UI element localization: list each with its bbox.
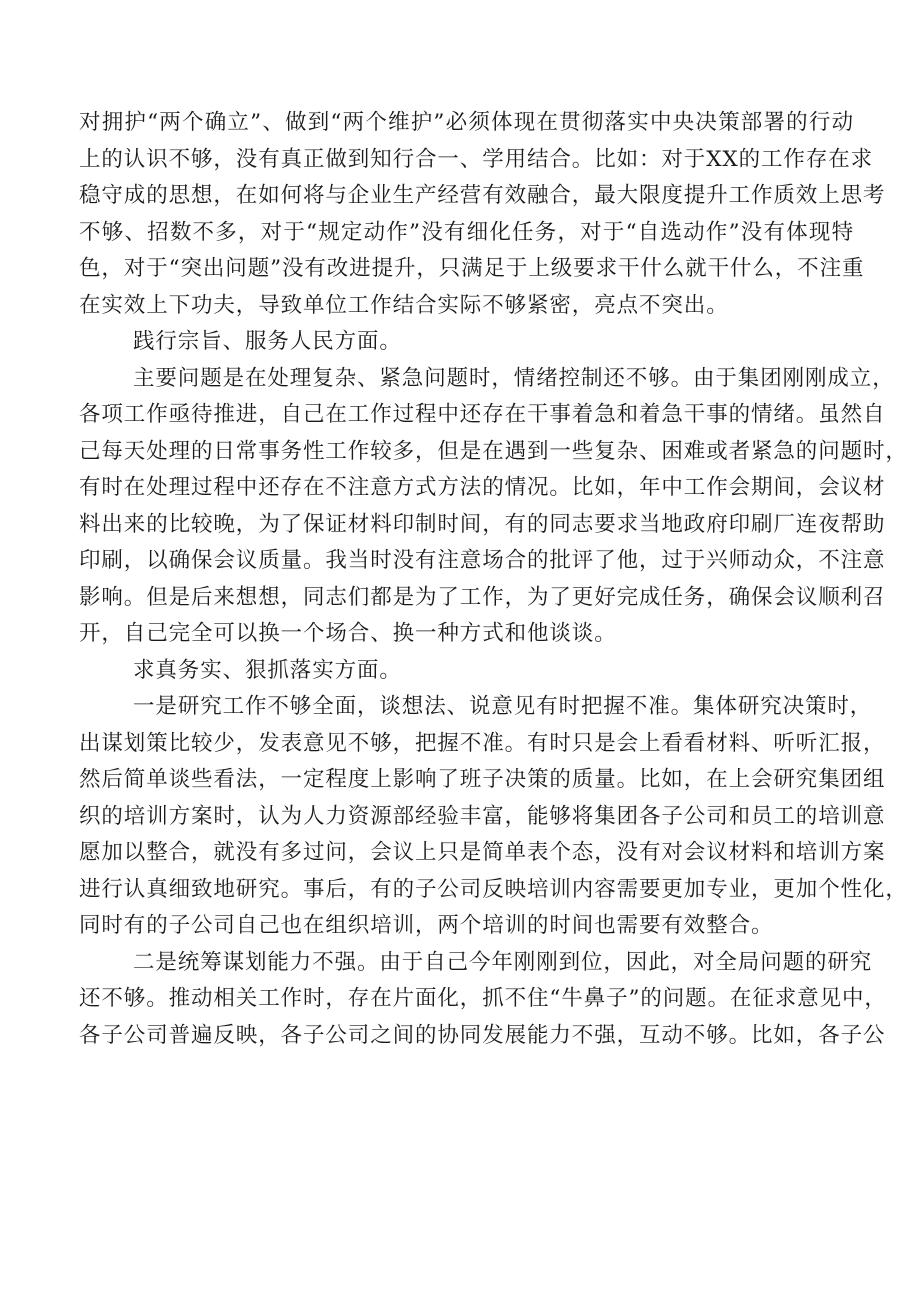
text-line: 上的认识不够，没有真正做到知行合一、学用结合。比如：对于XX的工作存在求 xyxy=(79,146,874,172)
text-line: 开，自己完全可以换一个场合、换一种方式和他谈谈。 xyxy=(79,621,617,646)
text-line: 进行认真细致地研究。事后，有的子公司反映培训内容需要更加专业，更加个性化， xyxy=(79,876,908,902)
text-line: 愿加以整合，就没有多过问，会议上只是简单表个态，没有对会议材料和培训方案 xyxy=(79,840,886,865)
text-line: 稳守成的思想，在如何将与企业生产经营有效融合，最大限度提升工作质效上思考 xyxy=(79,183,886,208)
text-line: 各子公司普遍反映，各子公司之间的协同发展能力不强，互动不够。比如，各子公 xyxy=(79,1022,886,1048)
text-line: 同时有的子公司自己也在组织培训，两个培训的时间也需要有效整合。 xyxy=(79,913,774,938)
text-line: 印刷，以确保会议质量。我当时没有注意场合的批评了他，过于兴师动众，不注意 xyxy=(79,548,886,573)
text-line: 色，对于“突出问题”没有改进提升，只满足于上级要求干什么就干什么，不注重 xyxy=(79,256,865,281)
text-line: 不够、招数不多，对于“规定动作”没有细化任务，对于“自选动作”没有体现特 xyxy=(79,219,854,245)
text-line: 出谋划策比较少，发表意见不够，把握不准。有时只是会上看看材料、听听汇报， xyxy=(79,730,886,756)
text-line: 己每天处理的日常事务性工作较多，但是在遇到一些复杂、困难或者紧急的问题时， xyxy=(79,438,908,464)
text-line: 织的培训方案时，认为人力资源部经验丰富，能够将集团各子公司和员工的培训意 xyxy=(79,803,886,829)
text-line: 一是研究工作不够全面，谈想法、说意见有时把握不准。集体研究决策时， xyxy=(133,694,873,719)
text-line: 料出来的比较晚，为了保证材料印制时间，有的同志要求当地政府印刷厂连夜帮助 xyxy=(79,511,886,537)
text-line: 在实效上下功夫，导致单位工作结合实际不够紧密，亮点不突出。 xyxy=(79,292,729,318)
paragraph-p3 xyxy=(79,361,908,653)
text-line: 然后简单谈些看法，一定程度上影响了班子决策的质量。比如，在上会研究集团组 xyxy=(79,767,886,792)
document-body xyxy=(79,105,908,1054)
paragraph-p1 xyxy=(79,105,886,324)
text-line: 主要问题是在处理复杂、紧急问题时，情绪控制还不够。由于集团刚刚成立， xyxy=(133,365,895,391)
text-line: 求真务实、狠抓落实方面。 xyxy=(133,657,402,683)
paragraph-p4 xyxy=(79,653,854,690)
text-line: 有时在处理过程中还存在不注意方式方法的情况。比如，年中工作会期间，会议材 xyxy=(79,475,886,500)
text-line: 还不够。推动相关工作时，存在片面化，抓不住“牛鼻子”的问题。在征求意见中， xyxy=(79,986,887,1011)
paragraph-p6 xyxy=(79,945,887,1055)
paragraph-p5 xyxy=(79,689,908,945)
text-line: 各项工作亟待推进，自己在工作过程中还存在干事着急和着急干事的情绪。虽然自 xyxy=(79,402,886,427)
text-line: 践行宗旨、服务人民方面。 xyxy=(133,329,402,354)
text-line: 影响。但是后来想想，同志们都是为了工作，为了更好完成任务，确保会议顺利召 xyxy=(79,584,886,610)
paragraph-p2 xyxy=(79,324,854,361)
text-line: 对拥护“两个确立”、做到“两个维护”必须体现在贯彻落实中央决策部署的行动 xyxy=(79,110,854,135)
text-line: 二是统筹谋划能力不强。由于自己今年刚刚到位，因此，对全局问题的研究 xyxy=(133,949,873,975)
